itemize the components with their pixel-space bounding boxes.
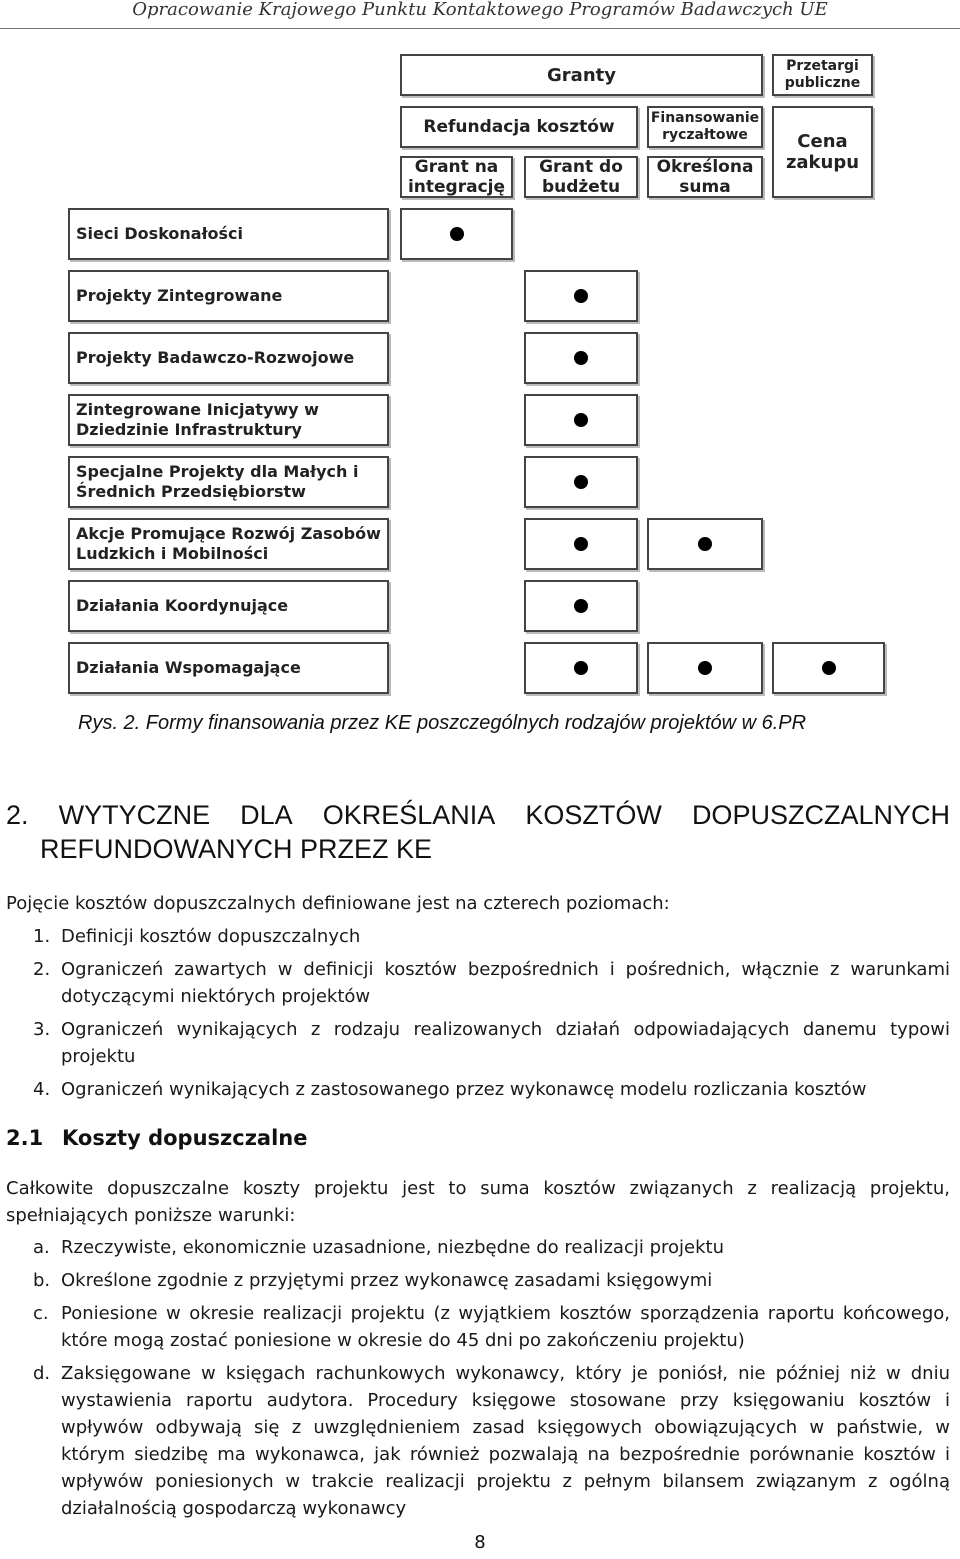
list-text: Ograniczeń wynikających z zastosowanego przez wykonawcę modelu rozliczania kosztów xyxy=(61,1079,867,1100)
list-text: Zaksięgowane w księgach rachunkowych wykonawcy, który je poniósł, nie później niż w dniu wystawienia raportu audytora. Procedury księgowe stosowane przy księgowaniu kosztów i wpływów odbywają się z uwzględnieniem zasad księgowych obowiązujących w państwie, w którym siedzibę ma wykonawca, jak również pozwalają na bezpośrednie porównanie kosztów i wpływów poniesionych w trakcie realizacji projektu z pełnym bilansem związanym z ogólną działalnością gospodarczą wykonawcy xyxy=(61,1363,950,1519)
row-label: Projekty Badawczo-Rozwojowe xyxy=(68,332,389,384)
subsection-title: Koszty dopuszczalne xyxy=(62,1126,308,1150)
header-grants: Granty xyxy=(400,54,763,96)
list-text: Definicji kosztów dopuszczalnych xyxy=(61,926,361,947)
cell-support-fixed-amount xyxy=(647,642,763,694)
list-marker: a. xyxy=(33,1237,50,1258)
row-label: Projekty Zintegrowane xyxy=(68,270,389,322)
header-budget-grant: Grant do budżetu xyxy=(524,156,638,198)
cell-integrated-budget-grant xyxy=(524,270,638,322)
list-item xyxy=(33,1016,950,1070)
bullet-marker xyxy=(574,289,588,303)
header-cost-refund: Refundacja kosztów xyxy=(400,106,638,148)
subsection-intro: Całkowite dopuszczalne koszty projektu jest to suma kosztów związanych z realizacją projektu, spełniających poniższe warunki: xyxy=(6,1178,950,1226)
heading-word: OKREŚLANIA xyxy=(322,800,496,830)
list-item xyxy=(33,1076,950,1103)
list-text: Poniesione w okresie realizacji projektu (z wyjątkiem kosztów sporządzenia raportu końcowego, które mogą zostać poniesione w okresie do 45 dni po zakończeniu projektu) xyxy=(61,1303,950,1351)
cell-coordination-budget-grant xyxy=(524,580,638,632)
list-item xyxy=(33,1360,950,1522)
header-integration-grant: Grant na integrację xyxy=(400,156,513,198)
header-flat-rate: Finansowanie ryczałtowe xyxy=(647,106,763,148)
bullet-marker xyxy=(574,599,588,613)
bullet-marker xyxy=(822,661,836,675)
row-label: Akcje Promujące Rozwój Zasobów Ludzkich i Mobilności xyxy=(68,518,389,570)
list-text: Ograniczeń wynikających z rodzaju realizowanych działań odpowiadających danemu typowi projektu xyxy=(61,1019,950,1067)
cell-support-budget-grant xyxy=(524,642,638,694)
list-marker: 1. xyxy=(33,926,51,947)
bullet-marker xyxy=(698,537,712,551)
section-heading xyxy=(6,798,950,866)
list-marker: d. xyxy=(33,1363,51,1384)
cell-support-purchase-price xyxy=(772,642,885,694)
heading-word: DOPUSZCZALNYCH xyxy=(691,800,950,830)
heading-word: KOSZTÓW xyxy=(525,800,662,830)
header-purchase-price: Cena zakupu xyxy=(772,106,873,198)
list-text: Ograniczeń zawartych w definicji kosztów bezpośrednich i pośrednich, włącznie z warunkami dotyczącymi niektórych projektów xyxy=(61,959,950,1007)
list-marker: 3. xyxy=(33,1019,51,1040)
list-item xyxy=(33,1300,950,1354)
cell-rd-budget-grant xyxy=(524,332,638,384)
subsection-number: 2.1 xyxy=(6,1126,44,1150)
section-intro: Pojęcie kosztów dopuszczalnych definiowane jest na czterech poziomach: xyxy=(6,893,670,914)
cell-infrastructure-budget-grant xyxy=(524,394,638,446)
heading-word: DLA xyxy=(240,800,293,830)
row-label: Działania Koordynujące xyxy=(68,580,389,632)
cell-mobility-budget-grant xyxy=(524,518,638,570)
bullet-marker xyxy=(698,661,712,675)
list-text: Rzeczywiste, ekonomicznie uzasadnione, niezbędne do realizacji projektu xyxy=(61,1237,724,1258)
cell-sme-budget-grant xyxy=(524,456,638,508)
bullet-marker xyxy=(574,475,588,489)
list-marker: b. xyxy=(33,1270,51,1291)
bullet-marker xyxy=(450,227,464,241)
section-heading-line1 xyxy=(6,798,950,832)
list-item xyxy=(33,1234,950,1261)
subsection-heading xyxy=(6,1126,308,1150)
header-fixed-amount: Określona suma xyxy=(647,156,763,198)
list-item xyxy=(33,923,950,950)
cell-mobility-fixed-amount xyxy=(647,518,763,570)
list-item xyxy=(33,1267,950,1294)
bullet-marker xyxy=(574,351,588,365)
list-item xyxy=(33,956,950,1010)
row-label: Sieci Doskonałości xyxy=(68,208,389,260)
list-marker: c. xyxy=(33,1303,49,1324)
section-heading-line2: REFUNDOWANYCH PRZEZ KE xyxy=(40,834,433,864)
cell-networks-integration-grant xyxy=(400,208,513,260)
row-label: Specjalne Projekty dla Małych i Średnich Przedsiębiorstw xyxy=(68,456,389,508)
bullet-marker xyxy=(574,661,588,675)
row-label: Zintegrowane Inicjatywy w Dziedzinie Infrastruktury xyxy=(68,394,389,446)
list-marker: 4. xyxy=(33,1079,51,1100)
header-public-tenders: Przetargi publiczne xyxy=(772,54,873,96)
bullet-marker xyxy=(574,537,588,551)
heading-word: WYTYCZNE xyxy=(58,800,211,830)
figure-caption: Rys. 2. Formy finansowania przez KE poszczególnych rodzajów projektów w 6.PR xyxy=(78,712,807,734)
bullet-marker xyxy=(574,413,588,427)
section-number: 2. xyxy=(6,800,29,830)
row-label: Działania Wspomagające xyxy=(68,642,389,694)
list-text: Określone zgodnie z przyjętymi przez wykonawcę zasadami księgowymi xyxy=(61,1270,713,1291)
list-marker: 2. xyxy=(33,959,51,980)
running-header: Opracowanie Krajowego Punktu Kontaktowego Programów Badawczych UE xyxy=(0,0,960,29)
page-number: 8 xyxy=(474,1532,486,1553)
